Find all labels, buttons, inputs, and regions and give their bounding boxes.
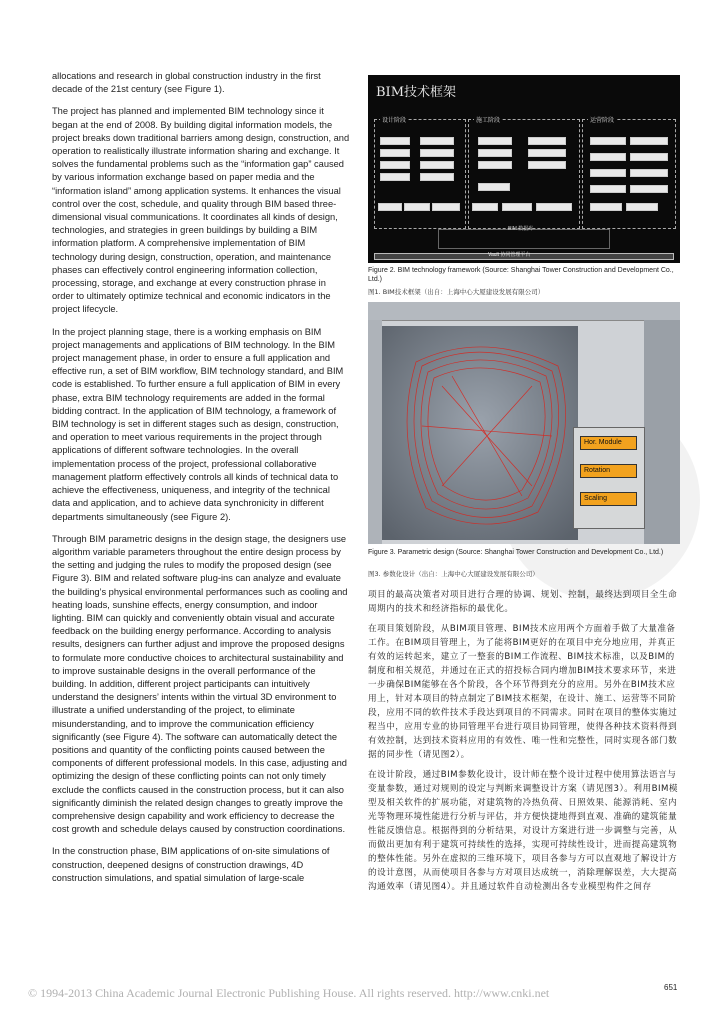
paragraph: The project has planned and implemented BIM technology since it began at the end of 2008. By building digital information models, the project breaks down traditional barriers among design, construction, and operation to realistically illustrate information sharing and exchange. It solves the fundamental problems such as the “information gap” caused by various information exchange based on paper media and the “information island” among application systems. It enhances the visual control over the cost, schedule, and quality through BIM based three-dimensional visual communications. It coordinates all kinds of design, technologies, and strategies in green buildings by building a BIM information platform. A comprehensive implementation of BIM technology during design, construction, operation, and maintenance phases can effectively control engineering information collection, processing, storage, and exchange at every construction phrase in order to ultimately optimize technical and economic indicators in the project lifecycle. xyxy=(52,106,350,315)
diagram-box xyxy=(630,185,668,193)
hor-module-button: Hor. Module xyxy=(580,436,637,450)
phase-label: 施工阶段 xyxy=(474,115,502,124)
diagram-box xyxy=(626,203,658,211)
diagram-box xyxy=(478,183,510,191)
diagram-box xyxy=(378,203,402,211)
phase-label: 运营阶段 xyxy=(588,115,616,124)
paragraph: In the construction phase, BIM applications of on-site simulations of construction, deepened designs of construction drawings, 4D construction simulations, and spatial simulation of large-scale xyxy=(52,846,330,883)
diagram-box xyxy=(502,203,532,211)
diagram-box xyxy=(528,137,566,145)
figure-2-caption: Figure 2. BIM technology framework (Source: Shanghai Tower Construction and Development Co., Ltd.) xyxy=(368,267,674,283)
phase-label: 设计阶段 xyxy=(380,115,408,124)
diagram-box xyxy=(590,185,626,193)
paragraph-cn: 项目的最高决策者对项目进行合理的协调、规划、控制，最终达到项目全生命周期内的技术和经济指标的最优化。 xyxy=(368,590,678,614)
diagram-box xyxy=(590,203,622,211)
diagram-box xyxy=(528,149,566,157)
diagram-box xyxy=(630,153,668,161)
vault-platform-label: Vault 协同管理平台 xyxy=(488,252,531,258)
software-toolbar xyxy=(368,302,680,321)
diagram-box xyxy=(380,161,410,169)
diagram-box xyxy=(590,137,626,145)
software-left-toolbar xyxy=(368,320,382,544)
phase-construction xyxy=(468,119,580,229)
diagram-box xyxy=(432,203,460,211)
paragraph: Through BIM parametric designs in the design stage, the designers use algorithm variable parameters throughout the entire design process by the setting and judging the rules to modify the proposed design (see Figure 3). BIM and related software plug-ins can analyze and evaluate the building’s physical environmental performances such as cooling and heating loads, sunshine effects, energy consumption, and indoor lighting. BIM can quickly and conveniently obtain visual and accurate feedback on the building energy performance. According to analysis results, designers can further adjust and improve the proposed designs to formulate more conductive choices to architectural sustainability and to improve sustainable designs in the overall performance of the building. In addition, different project participants can intuitively understand the designers’ intents within the virtual 3D environment to illustrate a unified understanding of the project, to eliminate misunderstanding, and to improve the communication efficiency significantly (see Figure 4). The software can automatically detect the positions and quantity of the conflicting points caused between the components of different professional models. In this case, adjusting and optimizing the design of these conflicting points can not only timely exclude the conflicts caused in the construction process, but it can also significantly diminish the related design changes to greatly improve the comprehensive design capability and work efficiency to decrease the cost growth and schedule delays caused by construction coordinations. xyxy=(52,533,348,835)
diagram-box xyxy=(404,203,430,211)
diagram-box xyxy=(478,137,512,145)
paragraph: allocations and research in global construction industry in the first decade of the 21st century (see Figure 1). xyxy=(52,71,321,95)
diagram-box xyxy=(380,137,410,145)
diagram-box xyxy=(590,153,626,161)
figure-3-parametric-design xyxy=(368,302,680,544)
3d-viewport xyxy=(382,326,578,540)
paragraph-cn: 在项目策划阶段，从BIM项目管理、BIM技术应用两个方面着手做了大量准备工作。在BIM项目管理上，为了能将BIM更好的在项目中充分地应用，并真正有效的运转起来，建立了一整套的BIM工作流程、BIM技术标准，以及BIM的制度和相关规范，并通过在正式的招投标合同内增加BIM技术要求环节，来进一步确保BIM能够在各个阶段，各个环节得到充分的应用。另外在BIM技术应用上，针对本项目的特点制定了BIM技术框架，在设计、施工、运营等不同阶段，应用不同的软件技术手段达到项目的不同需求。同时在项目的整体实施过程当中，应用专业的协同管理平台进行项目协同管理，使得各种技术资料得到有效控制，达到技术资料应用的有效性、唯一性和完整性，同时实现各部门数据的同步性（请见图2）。 xyxy=(368,624,678,760)
diagram-box xyxy=(478,149,512,157)
figure-2-title: BIM技术框架 xyxy=(376,85,456,100)
paragraph-cn: 在设计阶段，通过BIM参数化设计，设计师在整个设计过程中使用算法语言与变量参数，通过对规则的设定与判断来调整设计方案（请见图3）。利用BIM模型及相关软件的扩展功能，对建筑物的冷热负荷、日照效果、能源消耗、室内光等物理环境性能进行分析与评估，并方便快捷地得到直观、准确的建筑能量性能反馈信息。根据得到的分析结果，对设计方案进行进一步调整与完善，从而做出更加有利于建筑可持续性的选择，实现可持续性设计，进而提高建筑物的整体性能。另外在虚拟的三维环境下，项目各参与方可以直观地了解设计方的设计意图，从而使项目各参与方对项目达成统一，消除理解误差，大大提高沟通效率（请见图4）。并且通过软件自动检测出各专业模型构件之间存 xyxy=(368,770,679,892)
diagram-box xyxy=(528,161,566,169)
right-column-cn xyxy=(368,588,680,900)
diagram-box xyxy=(420,137,454,145)
scaling-button: Scaling xyxy=(580,492,637,506)
diagram-box xyxy=(472,203,498,211)
diagram-box xyxy=(630,137,668,145)
paragraph: In the project planning stage, there is a working emphasis on BIM project managements and applications of BIM technology. In the BIM project management phase, in order to ensure a full application and effective run, a set of BIM workflow, BIM technology standard, and BIM code is established. To further ensure a full application of BIM in every phase, extra BIM technology requirements are added in the formal bidding contract. In the application of BIM technology, a framework of BIM technology is set in different stages such as design, construction, and operation to meet various requirements in the project through applications of different software technologies. In the overall implementation process of the project, professional collaborative management platform effectively controls all kinds of technical data to achieve the effectiveness, uniqueness, and integrity of the technical data and application, and to achieve data synchronicity in different departments simultaneously (see Figure 2). xyxy=(52,326,344,522)
diagram-box xyxy=(590,169,626,177)
tower-model-render xyxy=(382,326,578,540)
grasshopper-panel xyxy=(573,427,645,529)
diagram-box xyxy=(630,169,668,177)
left-column xyxy=(52,70,350,894)
figure-3-caption: Figure 3. Parametric design (Source: Shanghai Tower Construction and Development Co., Ltd.) xyxy=(368,549,664,556)
diagram-box xyxy=(420,149,454,157)
diagram-box xyxy=(380,173,410,181)
diagram-box xyxy=(420,173,454,181)
diagram-box xyxy=(380,149,410,157)
rotation-button: Rotation xyxy=(580,464,637,478)
software-right-panel xyxy=(644,320,680,544)
copyright-footer: © 1994-2013 China Academic Journal Electronic Publishing House. All rights reserved. http://www.cnki.net xyxy=(28,986,550,1000)
figure-2-bim-framework xyxy=(368,75,680,263)
diagram-box xyxy=(478,161,512,169)
bim-database xyxy=(438,229,610,249)
figure-3-caption-cn: 图3. 参数化设计（出自：上海中心大厦建设发展有限公司） xyxy=(368,570,539,578)
page-number: 651 xyxy=(664,983,678,992)
diagram-box xyxy=(420,161,454,169)
bim-database-label: BIM 数据库 xyxy=(508,226,534,232)
diagram-box xyxy=(536,203,572,211)
figure-2-caption-cn: 图1. BIM技术框架（出自：上海中心大厦建设发展有限公司） xyxy=(368,288,545,296)
